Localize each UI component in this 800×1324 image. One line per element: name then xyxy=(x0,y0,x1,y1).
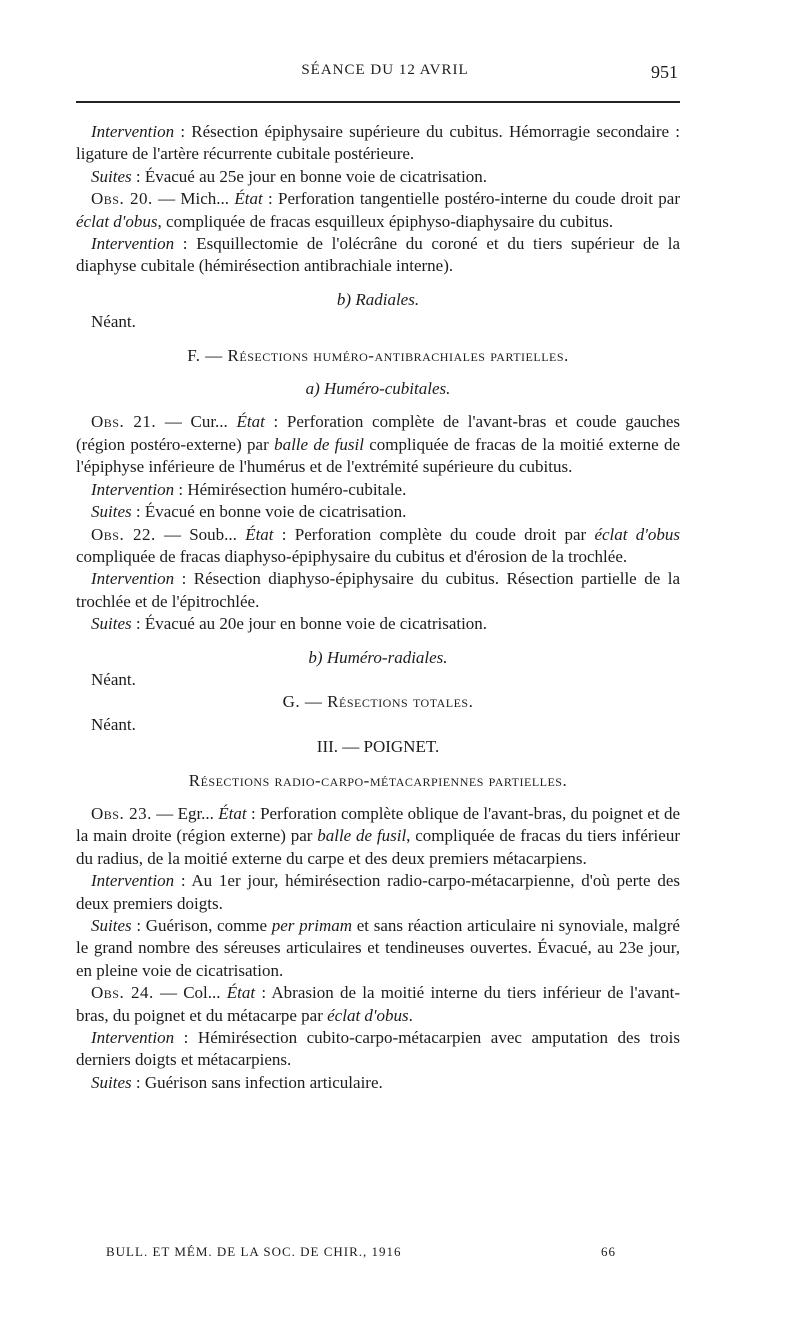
label-etat: État xyxy=(218,803,247,823)
text: : Au 1er jour, hémirésection radio-carpo-métacarpienne, d'où perte des deux premiers doigts. xyxy=(76,871,680,913)
label-suites: Suites xyxy=(91,1072,132,1092)
label-etat: État xyxy=(226,983,256,1003)
text: , compliquée de fracas esquilleux épiphyso-diaphysaire du cubitus. xyxy=(157,211,614,231)
paragraph xyxy=(76,613,680,635)
text: : Évacué en bonne voie de cicatrisation. xyxy=(131,502,407,522)
observation-23 xyxy=(76,803,680,870)
section-heading-radio-carpo: Résections radio-carpo-métacarpiennes partielles. xyxy=(188,770,568,790)
label-etat: État xyxy=(236,412,265,432)
cause: balle de fusil xyxy=(317,826,407,846)
label-suites: Suites xyxy=(91,916,132,935)
obs-label: Obs. 20. xyxy=(91,189,153,209)
label-suites: Suites xyxy=(91,166,132,186)
paragraph xyxy=(76,1072,680,1094)
neant-line: Néant. xyxy=(91,312,136,332)
label-intervention: Intervention xyxy=(91,1028,175,1048)
neant-line: Néant. xyxy=(91,669,136,689)
observation-24 xyxy=(76,982,680,1027)
text: . xyxy=(408,1005,413,1025)
journal-citation: BULL. ET MÉM. DE LA SOC. DE CHIR., 1916 xyxy=(106,1244,402,1259)
page-number: 951 xyxy=(651,62,678,82)
label-intervention: Intervention xyxy=(91,871,175,891)
page-footer xyxy=(106,1244,616,1260)
paragraph xyxy=(76,501,680,523)
text: compliquée de fracas diaphyso-épiphysaire du cubitus et d'érosion de la trochlée. xyxy=(76,546,628,566)
label-suites: Suites xyxy=(91,614,132,634)
section-heading-G: G. — Résections totales. xyxy=(282,692,474,712)
sheet-number: 66 xyxy=(601,1244,616,1259)
label-etat: État xyxy=(245,524,274,544)
neant-line: Néant. xyxy=(91,714,136,734)
label-intervention: Intervention xyxy=(91,234,175,254)
text: : Perforation complète du coude droit par xyxy=(273,524,595,544)
header-title: SÉANCE DU 12 AVRIL xyxy=(301,62,469,78)
patient-name: — Col... xyxy=(153,983,227,1003)
patient-name: — Cur... xyxy=(156,412,237,432)
obs-label: Obs. 21. xyxy=(91,412,157,432)
label-intervention: Intervention xyxy=(91,569,175,589)
latin-phrase: per primam xyxy=(271,916,353,935)
text: : Perforation tangentielle postéro-interne du coude droit par xyxy=(262,189,680,209)
paragraph xyxy=(76,233,680,278)
cause: éclat d'obus xyxy=(76,211,158,231)
paragraph xyxy=(76,915,680,982)
label-intervention: Intervention xyxy=(91,122,175,141)
section-heading-radiales: b) Radiales. xyxy=(336,289,420,309)
patient-name: — Egr... xyxy=(151,803,219,823)
text: : Résection épiphysaire supérieure du cubitus. Hémorragie secondaire : ligature de l'artère récurrente cubitale postérieure. xyxy=(76,122,680,164)
obs-label: Obs. 24. xyxy=(91,983,154,1003)
text: compliquée de fracas de la moitié externe de l'épiphyse inférieure de l'humérus et de l'extrémité supérieure du cubitus. xyxy=(76,434,681,477)
label-suites: Suites xyxy=(91,502,132,522)
observation-22 xyxy=(76,524,680,569)
section-heading-F: F. — Résections huméro-antibrachiales partielles. xyxy=(187,345,569,365)
text: : Guérison sans infection articulaire. xyxy=(131,1072,383,1092)
text: : Résection diaphyso-épiphysaire du cubitus. Résection partielle de la trochlée et de l'épitrochlée. xyxy=(76,569,680,611)
obs-label: Obs. 23. xyxy=(91,803,152,823)
patient-name: — Soub... xyxy=(155,524,246,544)
text: : Perforation complète oblique de l'avant-bras, du poignet et de la main droite (région externe) par xyxy=(76,803,680,846)
text: : Esquillectomie de l'olécrâne du coroné et du tiers supérieur de la diaphyse cubitale (hémirésection antibrachiale interne). xyxy=(76,234,680,276)
header-rule xyxy=(76,101,680,103)
text: , compliquée de fracas du tiers inférieur du radius, de la moitié externe du carpe et des deux premiers métacarpiens. xyxy=(76,826,680,868)
cause: éclat d'obus xyxy=(594,524,680,544)
observation-20 xyxy=(76,188,680,233)
paragraph xyxy=(76,870,680,915)
text: : Évacué au 25e jour en bonne voie de cicatrisation. xyxy=(131,166,488,186)
paragraph xyxy=(76,1027,680,1072)
paragraph xyxy=(76,166,680,188)
section-heading-humero-cubitales: a) Huméro-cubitales. xyxy=(305,379,451,399)
section-heading-poignet: III. — POIGNET. xyxy=(316,737,440,757)
observation-21 xyxy=(76,411,680,478)
paragraph xyxy=(76,479,680,501)
text: : Guérison, comme xyxy=(131,916,272,935)
paragraph xyxy=(76,568,680,613)
patient-name: — Mich... xyxy=(152,189,235,209)
cause: balle de fusil xyxy=(274,434,364,454)
obs-label: Obs. 22. xyxy=(91,524,156,544)
running-header xyxy=(92,62,678,88)
paragraph xyxy=(76,121,680,166)
section-heading-humero-radiales: b) Huméro-radiales. xyxy=(308,647,448,667)
text: et sans réaction articulaire ni synoviale, malgré le grand nombre des séreuses articulaires et tendineuses ouvertes. Évacué, au 23e jour, en pleine voie de cicatrisation. xyxy=(76,916,680,980)
text: : Abrasion de la moitié interne du tiers inférieur de l'avant-bras, du poignet et du métacarpe par xyxy=(76,983,680,1025)
text: : Évacué au 20e jour en bonne voie de cicatrisation. xyxy=(131,614,488,634)
body-text xyxy=(76,121,680,1094)
label-etat: État xyxy=(234,189,263,209)
text: : Hémirésection cubito-carpo-métacarpien avec amputation des trois derniers doigts et métacarpiens. xyxy=(76,1028,680,1070)
label-intervention: Intervention xyxy=(91,479,175,499)
text: : Hémirésection huméro-cubitale. xyxy=(174,479,407,499)
cause: éclat d'obus xyxy=(327,1005,409,1025)
text: : Perforation complète de l'avant-bras et coude gauches (région postéro-externe) par xyxy=(76,412,680,454)
